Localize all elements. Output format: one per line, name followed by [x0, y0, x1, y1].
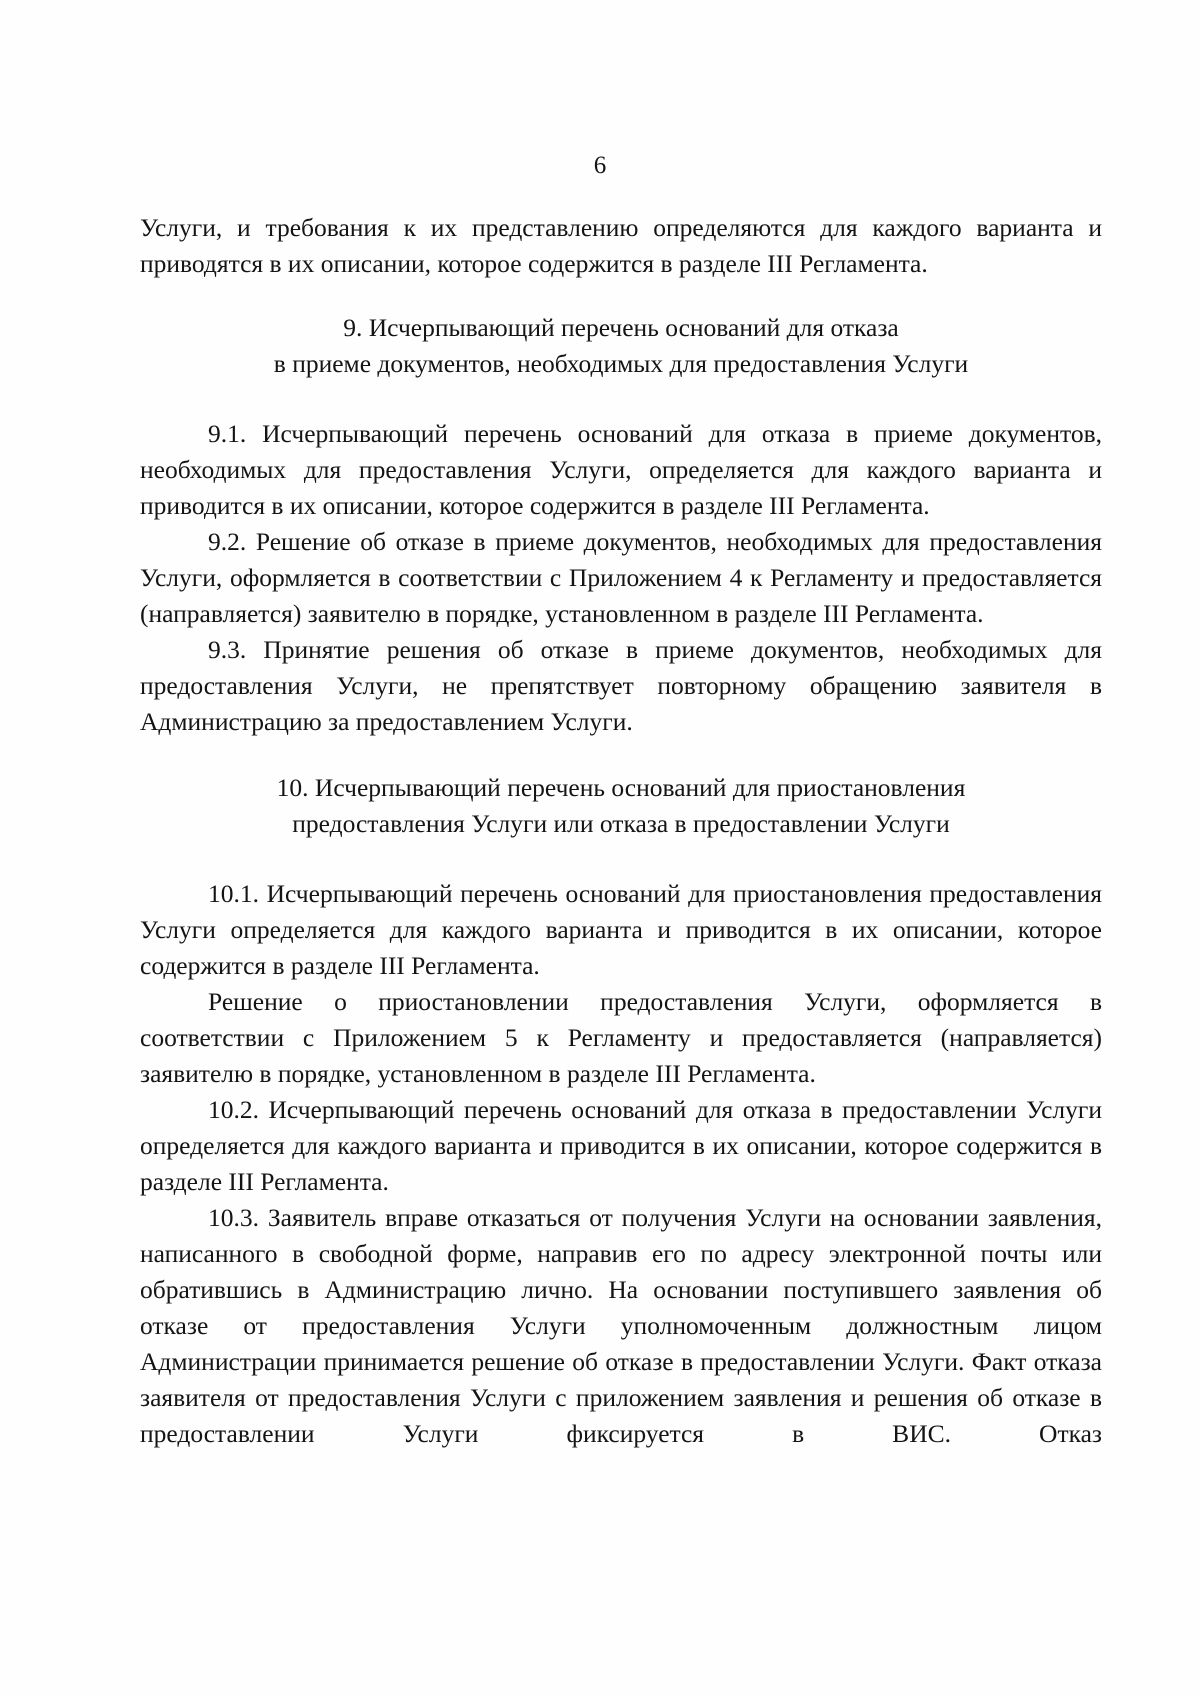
page-content: [140, 210, 1102, 1452]
section-10-heading-line-2: предоставления Услуги или отказа в предоставлении Услуги: [292, 809, 950, 838]
spacer: [140, 740, 1102, 770]
paragraph-10-3: 10.3. Заявитель вправе отказаться от получения Услуги на основании заявления, написанного в свободной форме, направив его по адресу электронной почты или обратившись в Администрацию лично. На основании поступившего заявления об отказе от предоставления Услуги уполномоченным должностным лицом Администрации принимается решение об отказе в предоставлении Услуги. Факт отказа заявителя от предоставления Услуги с приложением заявления и решения об отказе в предоставлении Услуги фиксируется в ВИС. Отказ: [140, 1203, 1102, 1448]
paragraph-9-3: 9.3. Принятие решения об отказе в приеме документов, необходимых для предоставления Услуги, не препятствует повторному обращению заявителя в Администрацию за предоставлением Услуги.: [140, 635, 1102, 736]
spacer: [140, 842, 1102, 876]
paragraph-10-1: 10.1. Исчерпывающий перечень оснований для приостановления предоставления Услуги определяется для каждого варианта и приводится в их описании, которое содержится в разделе III Регламента.: [140, 879, 1102, 980]
section-9-heading: [140, 310, 1102, 382]
section-10-heading-line-1: 10. Исчерпывающий перечень оснований для приостановления: [276, 773, 966, 802]
intro-paragraph: Услуги, и требования к их представлению определяются для каждого варианта и приводятся в их описании, которое содержится в разделе III Регламента.: [140, 213, 1102, 278]
section-10-heading: [140, 770, 1102, 842]
page-number: 6: [593, 152, 607, 179]
paragraph-10-2: 10.2. Исчерпывающий перечень оснований для отказа в предоставлении Услуги определяется для каждого варианта и приводится в их описании, которое содержится в разделе III Регламента.: [140, 1095, 1102, 1196]
paragraph-10-1-decision: Решение о приостановлении предоставления Услуги, оформляется в соответствии с Приложением 5 к Регламенту и предоставляется (направляется) заявителю в порядке, установленном в разделе III Регламента.: [140, 987, 1102, 1088]
spacer: [140, 282, 1102, 310]
section-9-heading-line-1: 9. Исчерпывающий перечень оснований для отказа: [343, 313, 899, 342]
paragraph-9-2: 9.2. Решение об отказе в приеме документов, необходимых для предоставления Услуги, оформляется в соответствии с Приложением 4 к Регламенту и предоставляется (направляется) заявителю в порядке, установленном в разделе III Регламента.: [140, 527, 1102, 628]
section-9-heading-line-2: в приеме документов, необходимых для предоставления Услуги: [273, 349, 969, 378]
paragraph-9-1: 9.1. Исчерпывающий перечень оснований для отказа в приеме документов, необходимых для предоставления Услуги, определяется для каждого варианта и приводится в их описании, которое содержится в разделе III Регламента.: [140, 419, 1102, 520]
spacer: [140, 382, 1102, 416]
